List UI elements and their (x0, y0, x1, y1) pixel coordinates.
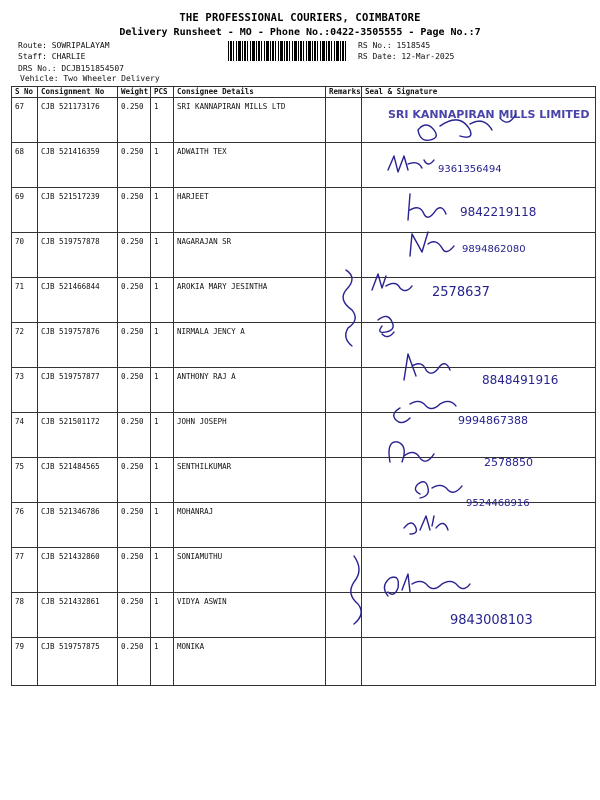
row-consignment-no: CJB 521517239 (38, 188, 118, 233)
row-weight: 0.250 (118, 278, 151, 323)
row70-phone: 9894862080 (462, 244, 526, 255)
row-weight: 0.250 (118, 458, 151, 503)
row-remarks (326, 413, 362, 458)
row-consignment-no: CJB 521173176 (38, 98, 118, 143)
row-weight: 0.250 (118, 638, 151, 686)
table-row (12, 593, 596, 638)
row-sno: 76 (12, 503, 38, 548)
row-remarks (326, 458, 362, 503)
row-remarks (326, 593, 362, 638)
row71-phone: 2578637 (432, 285, 490, 300)
table-row (12, 368, 596, 413)
row-pcs: 1 (151, 503, 174, 548)
row-sno: 69 (12, 188, 38, 233)
row-sno: 70 (12, 233, 38, 278)
row-sno: 68 (12, 143, 38, 188)
row-weight: 0.250 (118, 323, 151, 368)
row-sno: 74 (12, 413, 38, 458)
table-row (12, 323, 596, 368)
table-row (12, 143, 596, 188)
row-sno: 78 (12, 593, 38, 638)
row69-phone: 9842219118 (460, 205, 537, 219)
row-sno: 77 (12, 548, 38, 593)
row-remarks (326, 638, 362, 686)
row-consignment-no: CJB 519757878 (38, 233, 118, 278)
col-remarks: Remarks (326, 87, 362, 98)
row-signature (362, 323, 596, 368)
row-signature (362, 188, 596, 233)
row-signature (362, 233, 596, 278)
row75-phone: 2578850 (484, 456, 533, 469)
row-consignment-no: CJB 521501172 (38, 413, 118, 458)
row74-phone: 9994867388 (458, 414, 528, 427)
row-consignee-name: SENTHILKUMAR (174, 458, 326, 503)
row-sno: 72 (12, 323, 38, 368)
row-signature (362, 458, 596, 503)
row-consignee-name: AROKIA MARY JESINTHA (174, 278, 326, 323)
row-weight: 0.250 (118, 233, 151, 278)
row-consignee-name: SRI KANNAPIRAN MILLS LTD (174, 98, 326, 143)
row-consignee-name: MOHANRAJ (174, 503, 326, 548)
row-weight: 0.250 (118, 413, 151, 458)
table-row (12, 458, 596, 503)
row-pcs: 1 (151, 233, 174, 278)
col-consignee: Consignee Details (174, 87, 326, 98)
table-row (12, 233, 596, 278)
col-weight: Weight (118, 87, 151, 98)
row-consignee-name: HARJEET (174, 188, 326, 233)
row-remarks (326, 323, 362, 368)
row-consignee-name: MONIKA (174, 638, 326, 686)
table-row (12, 278, 596, 323)
row-consignment-no: CJB 521432861 (38, 593, 118, 638)
row-weight: 0.250 (118, 548, 151, 593)
table-row (12, 638, 596, 686)
col-seal: Seal & Signature (362, 87, 596, 98)
row-pcs: 1 (151, 548, 174, 593)
row-sno: 75 (12, 458, 38, 503)
table-row (12, 413, 596, 458)
vehicle-info: Vehicle: Two Wheeler Delivery (20, 74, 160, 83)
row-weight: 0.250 (118, 503, 151, 548)
row-consignment-no: CJB 521432860 (38, 548, 118, 593)
row-remarks (326, 98, 362, 143)
col-pcs: PCS (151, 87, 174, 98)
row-consignee-name: SONIAMUTHU (174, 548, 326, 593)
runsheet-subtitle: Delivery Runsheet - MO - Phone No.:0422-3505555 - Page No.:7 (119, 27, 481, 38)
row-consignment-no: CJB 521346786 (38, 503, 118, 548)
row-remarks (326, 503, 362, 548)
row-remarks (326, 278, 362, 323)
row-sno: 67 (12, 98, 38, 143)
row-consignee-name: ADWAITH TEX (174, 143, 326, 188)
row-consignment-no: CJB 521484565 (38, 458, 118, 503)
row-consignee-name: JOHN JOSEPH (174, 413, 326, 458)
row-pcs: 1 (151, 638, 174, 686)
row-weight: 0.250 (118, 368, 151, 413)
row-pcs: 1 (151, 413, 174, 458)
row-pcs: 1 (151, 143, 174, 188)
row-weight: 0.250 (118, 143, 151, 188)
row-pcs: 1 (151, 368, 174, 413)
drs-number: DRS No.: DCJB151854507 (18, 64, 124, 73)
company-title: THE PROFESSIONAL COURIERS, COIMBATORE (179, 12, 421, 24)
row-sno: 71 (12, 278, 38, 323)
row-pcs: 1 (151, 188, 174, 233)
row-remarks (326, 233, 362, 278)
table-row (12, 98, 596, 143)
row-signature (362, 503, 596, 548)
row-consignee-name: NIRMALA JENCY A (174, 323, 326, 368)
staff-info: Staff: CHARLIE (18, 52, 86, 61)
row-consignee-name: NAGARAJAN SR (174, 233, 326, 278)
row-signature (362, 413, 596, 458)
row-pcs: 1 (151, 278, 174, 323)
row-signature (362, 548, 596, 593)
row-pcs: 1 (151, 323, 174, 368)
row-sno: 79 (12, 638, 38, 686)
row-signature (362, 98, 596, 143)
row-signature (362, 278, 596, 323)
row-remarks (326, 368, 362, 413)
row-consignment-no: CJB 519757877 (38, 368, 118, 413)
row-weight: 0.250 (118, 593, 151, 638)
row-remarks (326, 143, 362, 188)
row76-phone: 9524468916 (466, 498, 530, 509)
row-consignment-no: CJB 521466844 (38, 278, 118, 323)
row79-phone: 9843008103 (450, 613, 533, 628)
row-consignment-no: CJB 519757876 (38, 323, 118, 368)
rs-date: RS Date: 12-Mar-2025 (358, 52, 455, 61)
row68-phone: 9361356494 (438, 164, 502, 175)
delivery-table (11, 86, 596, 686)
row-pcs: 1 (151, 458, 174, 503)
route-info: Route: SOWRIPALAYAM (18, 41, 110, 50)
row-signature (362, 593, 596, 638)
row-consignment-no: CJB 521416359 (38, 143, 118, 188)
barcode-icon (228, 41, 348, 61)
row-sno: 73 (12, 368, 38, 413)
row-pcs: 1 (151, 98, 174, 143)
row-remarks (326, 188, 362, 233)
row67-stamp: SRI KANNAPIRAN MILLS LIMITED (388, 108, 590, 121)
row-pcs: 1 (151, 593, 174, 638)
col-sno: S No (12, 87, 38, 98)
table-header-row (12, 87, 596, 98)
table-row (12, 548, 596, 593)
row-consignee-name: VIDYA ASWIN (174, 593, 326, 638)
row-signature (362, 143, 596, 188)
row-weight: 0.250 (118, 98, 151, 143)
row-consignment-no: CJB 519757875 (38, 638, 118, 686)
row73-phone: 8848491916 (482, 373, 559, 387)
table-row (12, 503, 596, 548)
table-row (12, 188, 596, 233)
row-weight: 0.250 (118, 188, 151, 233)
row-remarks (326, 548, 362, 593)
row-signature (362, 368, 596, 413)
col-consignment: Consignment No (38, 87, 118, 98)
rs-number: RS No.: 1518545 (358, 41, 431, 50)
row-signature (362, 638, 596, 686)
row-consignee-name: ANTHONY RAJ A (174, 368, 326, 413)
